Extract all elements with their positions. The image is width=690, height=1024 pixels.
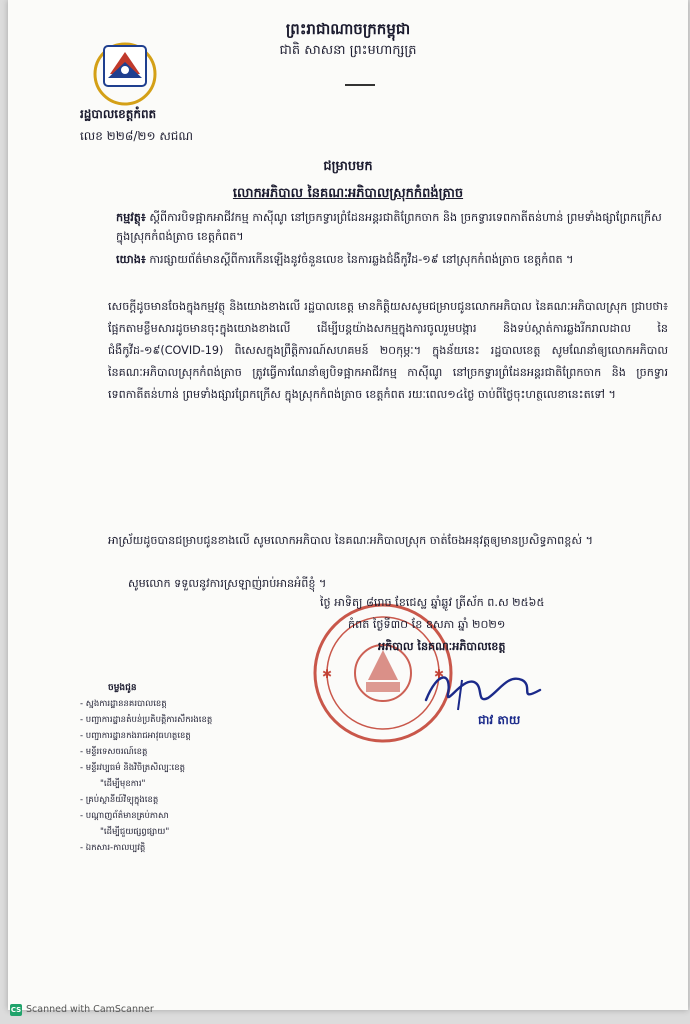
reference-text: ការផ្សាយព័ត៌មានស្តីពីការកើនឡើងនូវចំនួនលេខ នៃការឆ្លងជំងឺកូវីដ-១៩ នៅស្រុកកំពង់ត្រាច ខេត្តកំពត ។: [149, 253, 574, 266]
reference-label: យោង៖: [116, 253, 146, 266]
signatory-name: ជាវ តាយ: [478, 713, 521, 727]
recipient-heading: លោកអភិបាល នៃគណៈអភិបាលស្រុកកំពង់ត្រាច: [232, 186, 464, 201]
scanner-text: Scanned with CamScanner: [26, 1004, 154, 1015]
reference-number: លេខ ២២៨/២១ សជណ: [80, 129, 194, 143]
reference-block: [116, 250, 671, 269]
svg-text:✱: ✱: [322, 667, 333, 681]
copy-item: "ដើម្បីមុខការ": [100, 779, 146, 789]
copy-item: - បណ្តាញព័ត៌មានគ្រប់ភាសា: [80, 811, 169, 821]
copies-list: [80, 696, 212, 856]
signatory-title: អភិបាល នៃគណៈអភិបាលខេត្ត: [378, 640, 506, 653]
subject-label: កម្មវត្ថុ៖: [116, 211, 146, 224]
copy-item: - បញ្ជាការដ្ឋានតំបន់ប្រតិបត្តិការសឹករងខេត្ត: [80, 715, 213, 725]
org-name: រដ្ឋបាលខេត្តកំពត: [80, 107, 157, 121]
body-paragraph-2: អាស្រ័យដូចបានជម្រាបជូនខាងលើ សូមលោកអភិបាល នៃគណៈអភិបាលស្រុក ចាត់ចែងអនុវត្តឲ្យមានប្រសិទ្ធភាពខ្ពស់ ។: [108, 534, 593, 547]
copy-item: - មន្ទីរទេសចរណ៍ខេត្ត: [80, 747, 148, 757]
subject-text: ស្តីពីការបិទផ្អាកអាជីវកម្ម កាស៊ីណូ នៅច្រកទ្វារព្រំដែនអន្តរជាតិព្រែកចាក និង ច្រកទ្វារទេពកាតីតន់ហាន់ ព្រមទាំងផ្សាព្រែកក្រើស ក្នុងស្រុកកំពង់ត្រាច ខេត្តកំពត។: [116, 211, 662, 243]
subject-block: [116, 208, 671, 246]
body-paragraph-1: សេចក្តីដូចមានចែងក្នុងកម្មវត្ថុ និងយោងខាងលើ រដ្ឋបាលខេត្ត មានកិត្តិយសសូមជម្រាបជូនលោកអភិបាល នៃគណៈអភិបាលស្រុក ជ្រាបថា៖ ផ្អែកតាមខ្លឹមសារដូចមានចុះក្នុងយោងខាងលើ ដើម្បីបន្តយ៉ាងសកម្មក្នុងការចូលរួមបង្ការ និងទប់ស្កាត់ការឆ្លងរីករាលដាល នៃជំងឺកូវីដ-១៩(COVID-19) ពិសេសក្នុងព្រឹត្តិការណ៍សហគមន៍ ២០កុម្ភៈ។ ក្នុងន័យនេះ រដ្ឋបាលខេត្ត សូមណែនាំឲ្យលោកអភិបាល នៃគណៈអភិបាលស្រុកកំពង់ត្រាច ត្រូវធ្វើការណែនាំឲ្យបិទផ្អាកអាជីវកម្ម កាស៊ីណូ នៅច្រកទ្វារព្រំដែនអន្តរជាតិព្រែកចាក និង ច្រកទ្វារទេពកាតីតន់ហាន់ ព្រមទាំងផ្សារព្រែកក្រើស ក្នុងស្រុកកំពង់ត្រាច ខេត្តកំពត រយៈពេល១៤ថ្ងៃ ចាប់ពីថ្ងៃចុះហត្ថលេខានេះតទៅ ។: [108, 300, 668, 401]
copies-title: ចម្លងជូន: [108, 683, 137, 693]
document-page: [8, 0, 688, 1010]
handwritten-signature-icon: [418, 660, 548, 720]
copy-item: - បញ្ជាការដ្ឋានកងរាជអាវុធហត្ថខេត្ត: [80, 731, 191, 741]
provincial-logo-icon: [90, 38, 160, 106]
national-motto: ជាតិ សាសនា ព្រះមហាក្សត្រ: [279, 43, 417, 58]
letter-type: ជម្រាបមក: [323, 159, 373, 174]
scanner-watermark: [10, 1004, 154, 1016]
copy-item: - ស្នងការដ្ឋាននគរបាលខេត្ត: [80, 699, 167, 709]
copy-item: - គ្រប់ស្ថានីយ៍វិទ្យុក្នុងខេត្ត: [80, 795, 159, 805]
lunar-date: ថ្ងៃ អាទិត្យ ៨រោច ខែជេស្ឋ ឆ្នាំឆ្លូវ ត្រីស័ក ព.ស ២៥៦៥: [320, 596, 545, 609]
camscanner-icon: CS: [10, 1006, 22, 1014]
kingdom-heading: ព្រះរាជាណាចក្រកម្ពុជា: [285, 20, 411, 38]
copy-item: - ឯកសារ-កាលប្បវត្តិ: [80, 843, 146, 853]
copy-item: - មន្ទីរវប្បធម៌ និងវិចិត្រសិល្បៈខេត្ត: [80, 763, 185, 773]
heading-divider: [345, 84, 375, 86]
copy-item: "ដើម្បីជួយផ្សព្វផ្សាយ": [100, 827, 170, 837]
svg-text:✱: ✱: [434, 667, 445, 681]
closing-line: សូមលោក ទទួលនូវការស្រឡាញ់រាប់អានអំពីខ្ញុំ ។: [128, 577, 327, 590]
solar-date: កំពត ថ្ងៃទី៣០ ខែ ឧសភា ឆ្នាំ ២០២១: [348, 618, 506, 631]
